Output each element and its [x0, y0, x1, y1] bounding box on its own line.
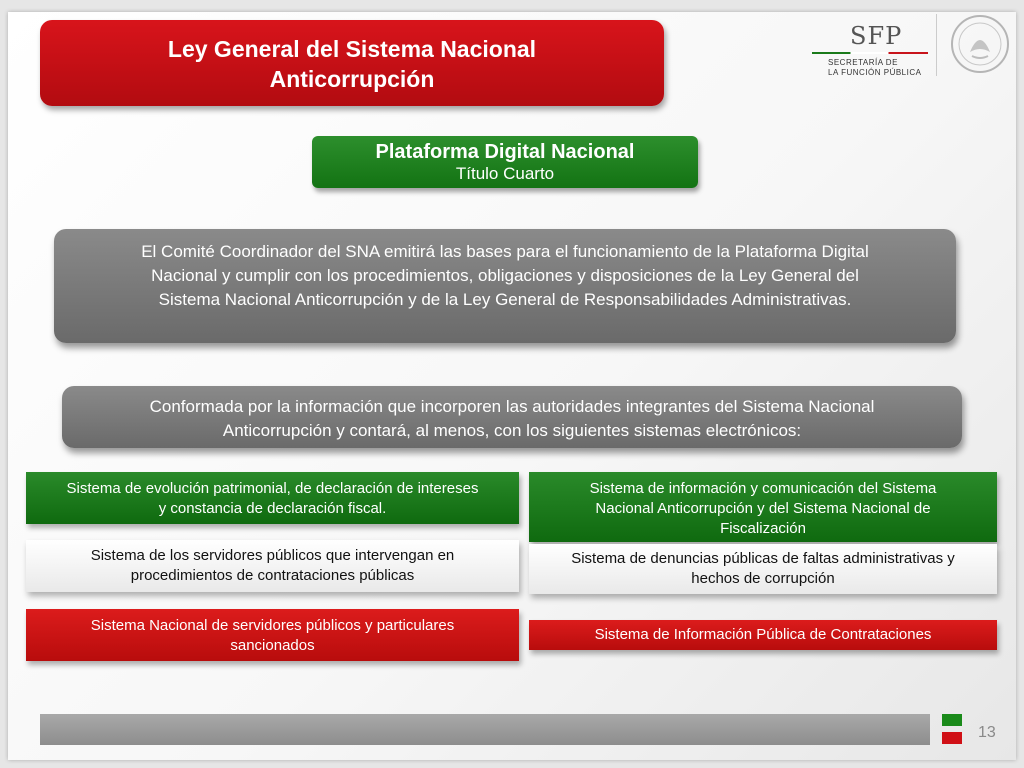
flag-red-block — [942, 732, 962, 744]
slide-title-line1: Ley General del Sistema Nacional — [167, 36, 537, 62]
system-public-complaints — [529, 544, 997, 594]
footer-bar — [40, 714, 930, 745]
system-line: procedimientos de contrataciones públicas — [130, 567, 415, 584]
sfp-logo-subtitle-line2: LA FUNCIÓN PÚBLICA — [828, 68, 922, 77]
system-line: Nacional Anticorrupción y del Sistema Nacional de — [595, 500, 931, 517]
system-line: sancionados — [230, 637, 315, 654]
system-information-communication — [529, 472, 997, 542]
platform-header — [312, 136, 698, 188]
slide-title-line2: Anticorrupción — [269, 66, 435, 92]
conformation-line1: Conformada por la información que incorporen las autoridades integrantes del Sistema Nacional — [149, 397, 875, 416]
sfp-logo — [812, 22, 932, 78]
conformation-line2: Anticorrupción y contará, al menos, con los siguientes sistemas electrónicos: — [222, 421, 802, 440]
system-line: Sistema de información y comunicación del Sistema — [589, 480, 937, 497]
committee-description — [54, 229, 956, 343]
system-line: y constancia de declaración fiscal. — [158, 500, 387, 517]
system-line: hechos de corrupción — [691, 570, 835, 587]
system-line: Sistema de Información Pública de Contrataciones — [594, 626, 932, 643]
description-line3: Sistema Nacional Anticorrupción y de la Ley General de Responsabilidades Administrativas. — [158, 290, 852, 309]
platform-title: Plataforma Digital Nacional — [375, 141, 635, 163]
logo-separator — [936, 14, 937, 76]
sfp-logo-subtitle-line1: SECRETARÍA DE — [828, 58, 898, 67]
system-line: Sistema de denuncias públicas de faltas administrativas y — [571, 550, 955, 567]
conformation-description — [62, 386, 962, 448]
system-line: Sistema de los servidores públicos que intervengan en — [90, 547, 455, 564]
system-line: Sistema Nacional de servidores públicos y particulares — [90, 617, 455, 634]
flag-green-block — [942, 714, 962, 726]
description-line2: Nacional y cumplir con los procedimientos, obligaciones y disposiciones de la Ley General del — [151, 266, 859, 285]
slide-title — [40, 20, 664, 106]
system-public-procurement-information — [529, 620, 997, 650]
system-sanctioned-registry — [26, 609, 519, 661]
system-public-servants-procurement — [26, 540, 519, 592]
system-line: Sistema de evolución patrimonial, de declaración de intereses — [66, 480, 479, 497]
sfp-logo-subtitle — [828, 58, 921, 78]
page-number: 13 — [978, 724, 996, 741]
system-line: Fiscalización — [720, 520, 806, 537]
sfp-logo-divider — [812, 52, 928, 54]
system-patrimonial-evolution — [26, 472, 519, 524]
mexico-seal-icon — [950, 14, 1010, 74]
sfp-logo-text: SFP — [850, 22, 903, 50]
platform-subtitle: Título Cuarto — [455, 164, 555, 183]
description-line1: El Comité Coordinador del SNA emitirá las bases para el funcionamiento de la Plataforma Digital — [141, 242, 869, 261]
